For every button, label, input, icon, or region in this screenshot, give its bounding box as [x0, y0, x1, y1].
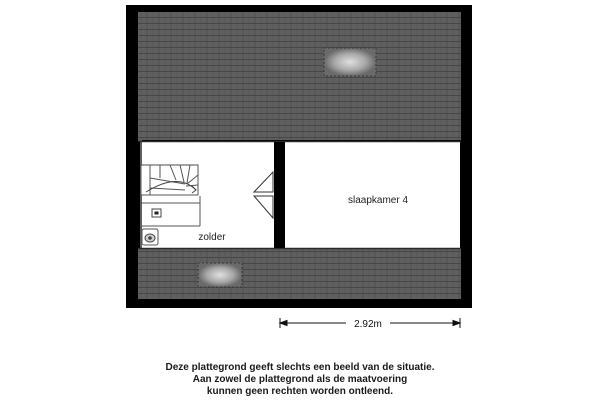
- roof-bottom: [138, 249, 461, 299]
- disclaimer-line: Deze plattegrond geeft slechts een beeld van de situatie.: [165, 362, 435, 373]
- partition-wall: [274, 142, 285, 248]
- room-label-attic: zolder: [198, 232, 226, 243]
- dimension-label: 2.92m: [354, 319, 382, 330]
- left-wall: [134, 142, 140, 248]
- roof-top: [138, 12, 461, 140]
- skylight-icon: [324, 48, 376, 76]
- disclaimer-line: Aan zowel de plattegrond als de maatvoering: [192, 374, 408, 385]
- disclaimer-line: kunnen geen rechten worden ontleend.: [206, 386, 394, 397]
- staircase-icon: [141, 165, 198, 195]
- water-heater-icon: [152, 209, 161, 217]
- disclaimer-text: [0, 362, 600, 398]
- boiler-icon: [142, 229, 158, 245]
- skylight-icon: [198, 263, 242, 287]
- room-label-bedroom: slaapkamer 4: [347, 195, 409, 206]
